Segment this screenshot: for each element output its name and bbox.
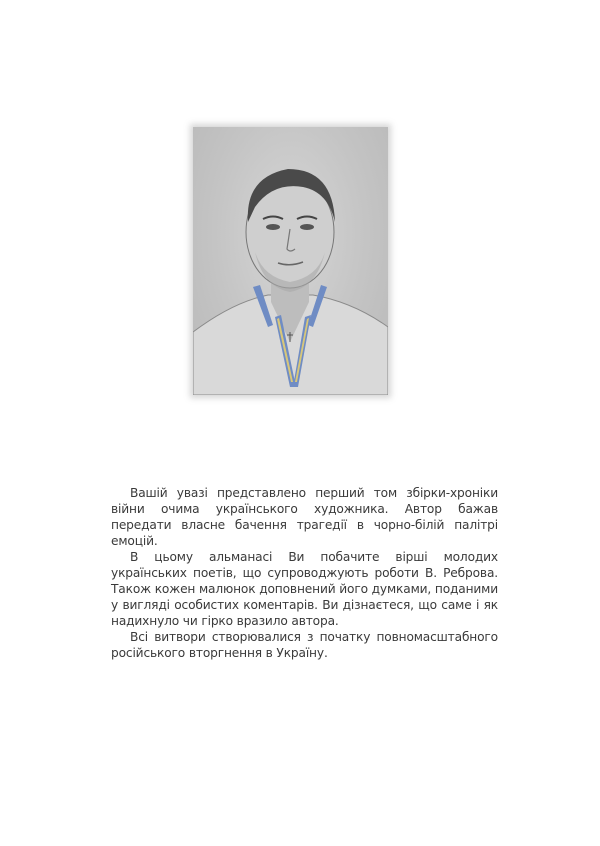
portrait-drawing <box>193 127 388 395</box>
paragraph-2: В цьому альманасі Ви побачите вірші молодих українських поетів, що супроводжують роботи В. Реброва. Також кожен малюнок доповнений його думками, поданими у вигляді особистих коментарів. Ви дізнаєтеся, що саме і як надихнуло чи гірко вразило автора. <box>111 550 498 628</box>
introduction-text <box>111 485 498 661</box>
paragraph-3: Всі витвори створювалися з початку повномасштабного російського вторгнення в Україну. <box>111 630 498 660</box>
author-portrait <box>193 127 388 395</box>
paragraph-1: Вашій увазі представлено перший том збірки-хроніки війни очима українського художника. Автор бажав передати власне бачення трагедії в чорно-білій палітрі емоцій. <box>111 486 498 548</box>
